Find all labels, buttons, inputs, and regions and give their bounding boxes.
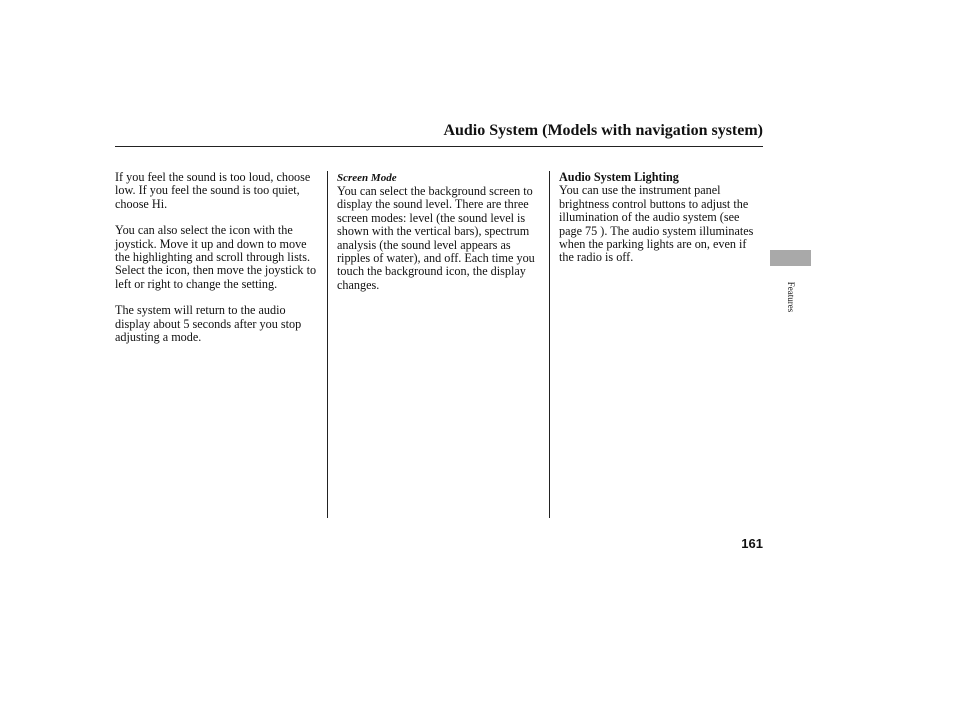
column-left [115,171,319,357]
page-title: Audio System (Models with navigation system) [443,122,763,139]
heading-audio-lighting: Audio System Lighting [559,170,679,184]
paragraph-return-display: The system will return to the audio display about 5 seconds after you stop adjusting a mode. [115,303,302,345]
paragraph-audio-lighting: You can use the instrument panel brightness control buttons to adjust the illumination of the audio system (see page 75 ). The audio system illuminates when the parking lights are on, even if the radio is off. [559,183,754,265]
paragraph-screen-mode: You can select the background screen to display the sound level. There are three screen modes: level (the sound level is shown with the vertical bars), spectrum analysis (the sound level appears as ripples of water), and off. Each time you touch the background icon, the display changes. [337,184,535,292]
column-divider-1 [327,171,328,518]
paragraph-sound-level: If you feel the sound is too loud, choose low. If you feel the sound is too quiet, choose Hi. [115,170,311,211]
heading-screen-mode: Screen Mode [337,172,397,184]
section-tab-label: Features [786,281,796,313]
section-tab [770,250,811,266]
title-rule [115,146,763,147]
column-middle [337,171,543,305]
column-right [559,171,759,278]
page-number: 161 [741,536,763,551]
paragraph-joystick: You can also select the icon with the joystick. Move it up and down to move the highlighting and scroll through lists. Select the icon, then move the joystick to left or right to change the setting. [115,223,317,291]
column-divider-2 [549,171,550,518]
